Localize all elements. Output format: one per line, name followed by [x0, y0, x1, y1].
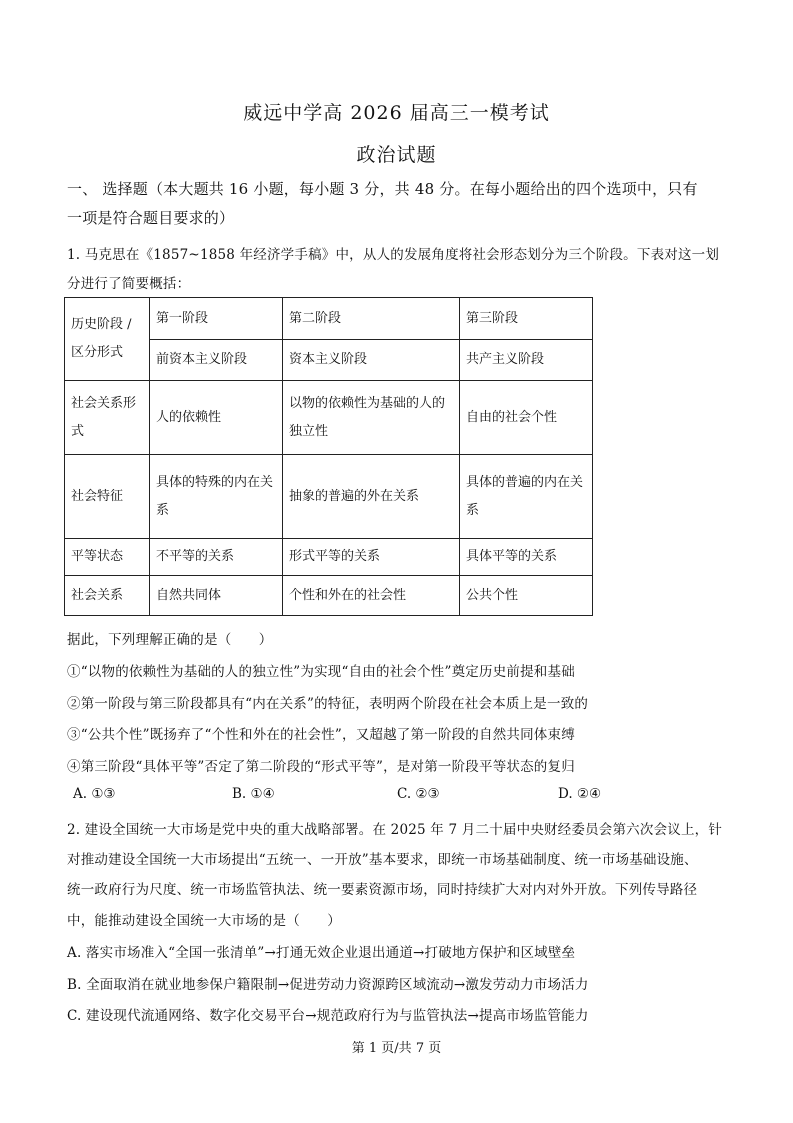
- table-cell: 第三阶段: [460, 298, 593, 340]
- q2-stem-line4: 中，能推动建设全国统一大市场的是（ ）: [67, 913, 341, 929]
- subject-title: 政治试题: [356, 144, 437, 166]
- q1-statement-4: ④第三阶段“具体平等”否定了第二阶段的“形式平等”，是对第一阶段平等状态的复归: [67, 759, 575, 775]
- table-cell: 个性和外在的社会性: [283, 576, 460, 616]
- table-cell: 社会关系: [65, 576, 150, 616]
- table-row: [65, 381, 593, 455]
- table-cell: 第二阶段: [283, 298, 460, 340]
- table-cell: 社会特征: [65, 455, 150, 539]
- q1-option-a[interactable]: A. ①③: [73, 786, 116, 802]
- table-cell: 具体平等的关系: [460, 539, 593, 576]
- table-row: [65, 455, 593, 539]
- table-row: [65, 298, 593, 340]
- social-stage-table: [64, 297, 593, 616]
- q1-option-b[interactable]: B. ①④: [232, 786, 275, 802]
- table-cell: 社会关系形式: [65, 381, 150, 455]
- q2-stem-line3: 统一政府行为尺度、统一市场监管执法、统一要素资源市场，同时持续扩大对内对外开放。下列传导路径: [67, 882, 698, 898]
- table-cell: 共产主义阶段: [460, 340, 593, 381]
- table-cell: 平等状态: [65, 539, 150, 576]
- table-cell: 资本主义阶段: [283, 340, 460, 381]
- table-cell: 公共个性: [460, 576, 593, 616]
- table-cell: 人的依赖性: [150, 381, 283, 455]
- table-cell: 形式平等的关系: [283, 539, 460, 576]
- table-cell: 不平等的关系: [150, 539, 283, 576]
- q1-question: 据此，下列理解正确的是（ ）: [67, 632, 273, 648]
- table-cell: 自然共同体: [150, 576, 283, 616]
- table-cell: 具体的普遍的内在关系: [460, 455, 593, 539]
- q1-option-c[interactable]: C. ②③: [397, 786, 440, 802]
- q1-statement-3: ③“公共个性”既扬弃了“个性和外在的社会性”，又超越了第一阶段的自然共同体束缚: [67, 727, 575, 743]
- table-row: [65, 576, 593, 616]
- q1-stem-line1: 1. 马克思在《1857~1858 年经济学手稿》中，从人的发展角度将社会形态划分为三个阶段。下表对这一划: [67, 247, 720, 263]
- q2-option-b[interactable]: B. 全面取消在就业地参保户籍限制→促进劳动力资源跨区域流动→激发劳动力市场活力: [67, 977, 589, 993]
- table-row: [65, 539, 593, 576]
- table-cell: 前资本主义阶段: [150, 340, 283, 381]
- q1-statement-1: ①“以物的依赖性为基础的人的独立性”为实现“自由的社会个性”奠定历史前提和基础: [67, 664, 575, 680]
- exam-title: 威远中学高 2026 届高三一模考试: [243, 102, 550, 124]
- table-cell: 抽象的普遍的外在关系: [283, 455, 460, 539]
- q1-statement-2: ②第一阶段与第三阶段都具有“内在关系”的特征，表明两个阶段在社会本质上是一致的: [67, 696, 589, 712]
- table-cell: 以物的依赖性为基础的人的独立性: [283, 381, 460, 455]
- q2-option-a[interactable]: A. 落实市场准入“全国一张清单”→打通无效企业退出通道→打破地方保护和区域壁垒: [67, 945, 576, 961]
- q1-options: [67, 786, 627, 806]
- table-cell: 历史阶段 / 区分形式: [65, 298, 150, 381]
- q2-stem-line2: 对推动建设全国统一大市场提出“五统一、一开放”基本要求，即统一市场基础制度、统一市场基础设施、: [67, 852, 698, 868]
- table-cell: 自由的社会个性: [460, 381, 593, 455]
- section-heading-line1: 一、 选择题（本大题共 16 小题，每小题 3 分，共 48 分。在每小题给出的四个选项中，只有: [67, 180, 698, 198]
- q2-stem-line1: 2. 建设全国统一大市场是党中央的重大战略部署。在 2025 年 7 月二十届中央财经委员会第六次会议上，针: [67, 822, 723, 838]
- page-number: 第 1 页/共 7 页: [351, 1041, 442, 1056]
- section-heading-line2: 一项是符合题目要求的）: [67, 209, 235, 227]
- table-cell: 第一阶段: [150, 298, 283, 340]
- table-cell: 具体的特殊的内在关系: [150, 455, 283, 539]
- q1-option-d[interactable]: D. ②④: [558, 786, 602, 802]
- q2-option-c[interactable]: C. 建设现代流通网络、数字化交易平台→规范政府行为与监管执法→提高市场监管能力: [67, 1008, 589, 1024]
- q1-stem-line2: 分进行了简要概括：: [67, 276, 191, 292]
